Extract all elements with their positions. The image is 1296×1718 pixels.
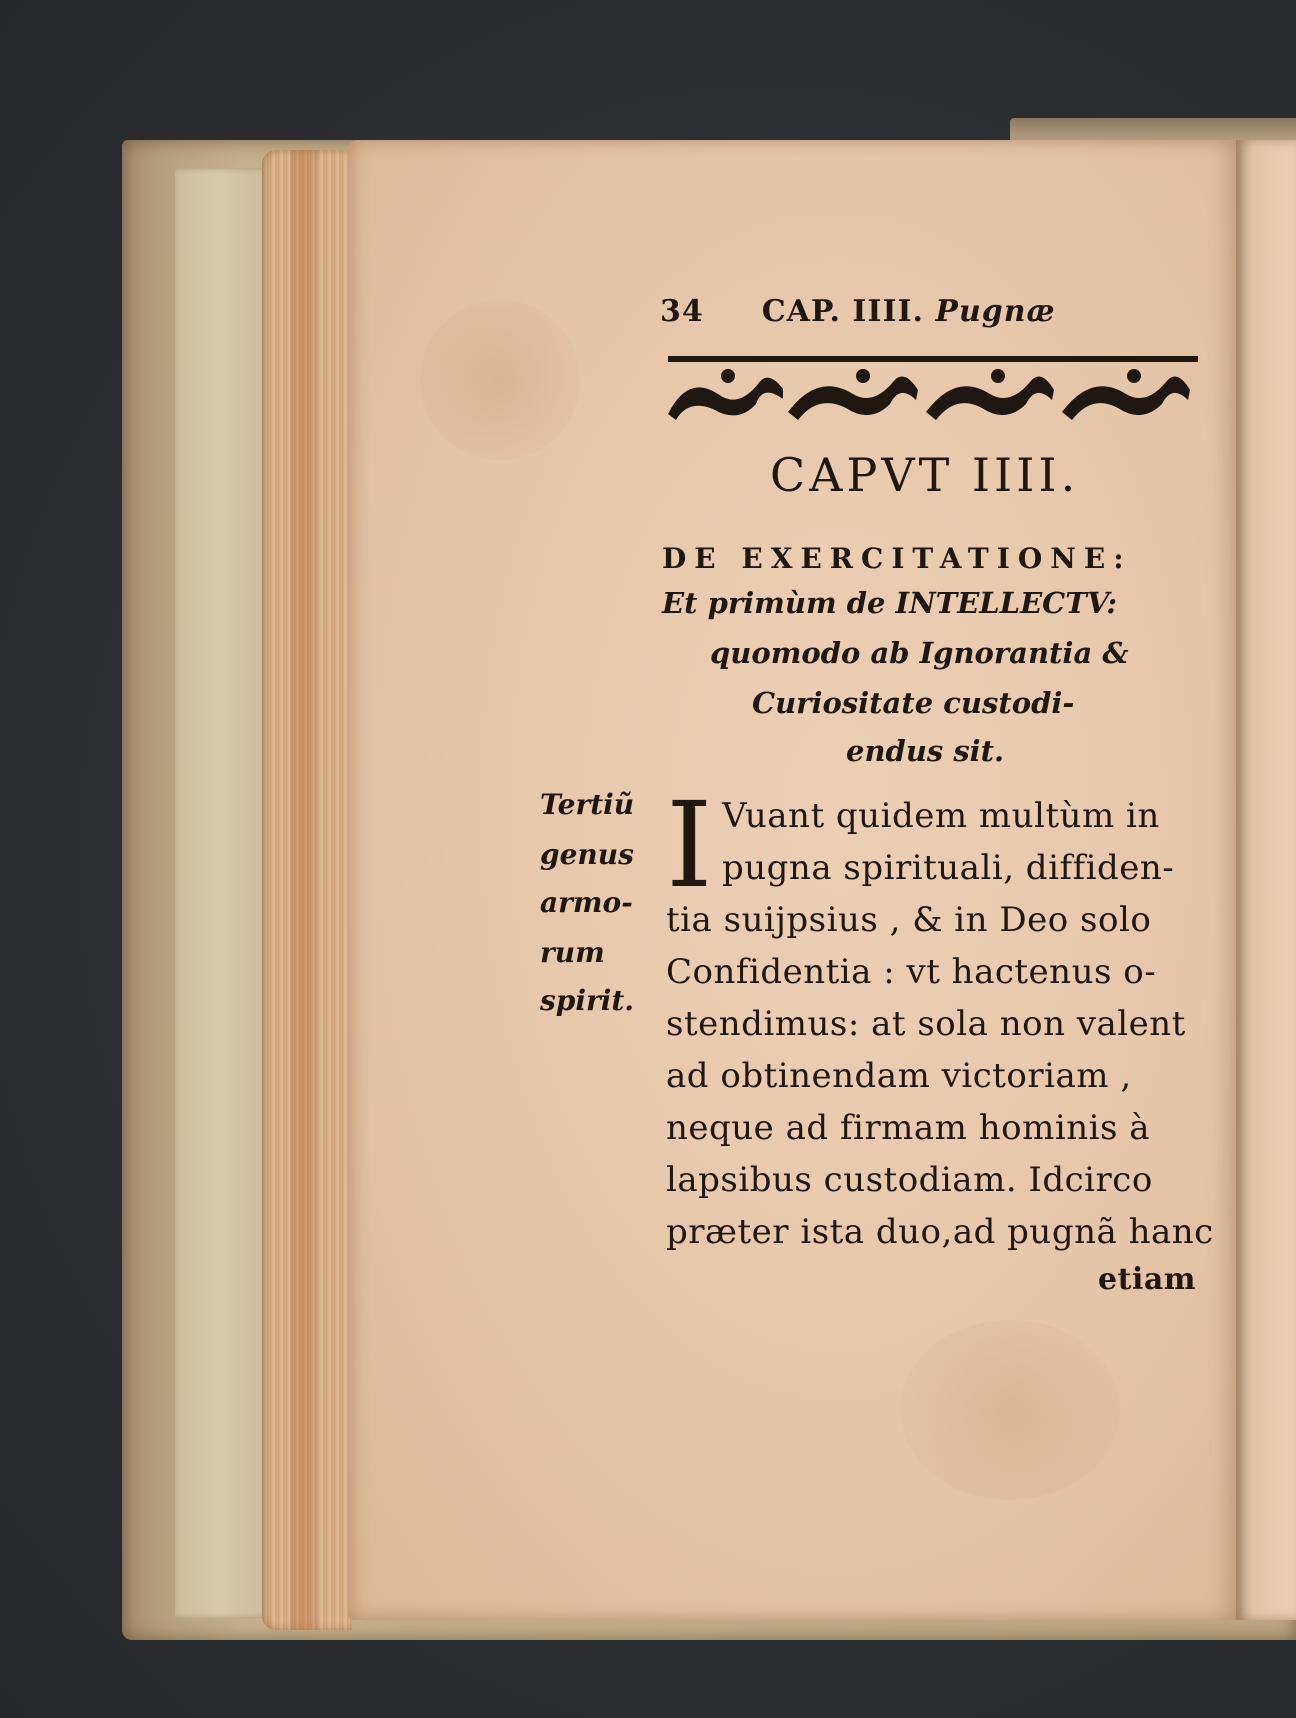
- chapter-subtitle-line: DE EXERCITATIONE:: [662, 542, 1132, 575]
- chapter-subtitle-line: Curiositate custodi-: [752, 686, 1075, 720]
- margin-note-line: Tertiũ: [540, 788, 635, 821]
- drop-cap: I: [666, 776, 713, 914]
- catchword: etiam: [1098, 1262, 1197, 1297]
- body-text-line: tia suijpsius , & in Deo solo: [666, 900, 1152, 940]
- chapter-subtitle-line: quomodo ab Ignorantia &: [710, 636, 1129, 670]
- chapter-subtitle-line: Et primùm de INTELLECTV:: [662, 586, 1118, 620]
- margin-note-line: armo-: [540, 886, 633, 919]
- body-text-line: Confidentia : vt hactenus o-: [666, 952, 1157, 992]
- body-text-line: lapsibus custodiam. Idcirco: [666, 1160, 1153, 1200]
- body-text-line: ad obtinendam victoriam ,: [666, 1056, 1132, 1096]
- body-text-line: Vuant quidem multùm in: [722, 796, 1160, 836]
- chapter-title: CAPVT IIII.: [770, 448, 1080, 502]
- chapter-subtitle-line: endus sit.: [846, 734, 1005, 768]
- paper-stain: [900, 1320, 1120, 1500]
- running-head: [660, 294, 1056, 329]
- margin-note-line: spirit.: [540, 984, 635, 1017]
- body-text-line: præter ista duo,ad pugnã hanc: [666, 1212, 1214, 1252]
- page-number: 34: [660, 294, 704, 329]
- body-text-line: neque ad firmam hominis à: [666, 1108, 1151, 1148]
- decorative-headpiece-ornament: [668, 354, 1198, 422]
- margin-note-line: genus: [540, 838, 634, 871]
- paper-stain: [420, 300, 580, 460]
- running-head-word: Pugnæ: [935, 294, 1056, 329]
- running-head-chapter: CAP. IIII.: [761, 294, 924, 329]
- margin-note-line: rum: [540, 936, 605, 969]
- facing-page-fragment: [1236, 140, 1296, 1620]
- body-text-line: stendimus: at sola non valent: [666, 1004, 1186, 1044]
- body-text-line: pugna spirituali, diffiden-: [722, 848, 1175, 888]
- page-edge-stain: [290, 150, 318, 1630]
